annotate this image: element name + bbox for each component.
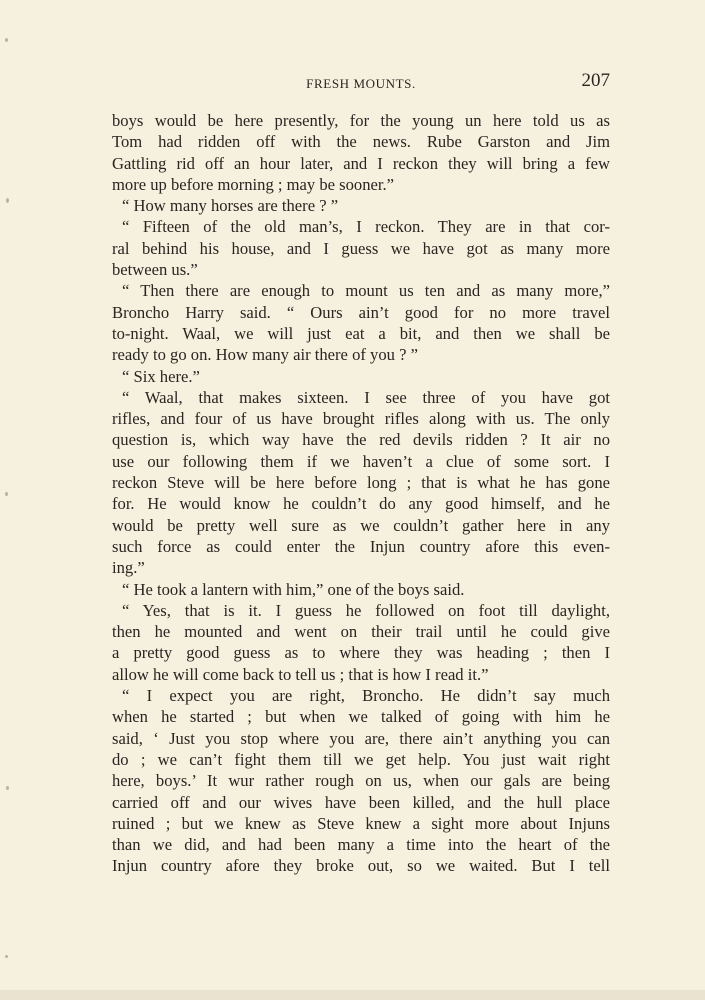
page-number: 207	[581, 70, 610, 91]
text-line: question is, which way have the red devils ridden ? It air no	[112, 430, 610, 450]
text-line: ready to go on. How many air there of you ? ”	[112, 345, 418, 365]
text-line: between us.”	[112, 260, 198, 280]
text-line: when he started ; but when we talked of going with him he	[112, 707, 610, 727]
text-line: boys would be here presently, for the young un here told us as	[112, 111, 610, 130]
text-line: then he mounted and went on their trail until he could give	[112, 622, 610, 642]
text-line: for. He would know he couldn’t do any good himself, and he	[112, 494, 610, 514]
text-line: allow he will come back to tell us ; that is how I read it.”	[112, 664, 489, 684]
text-line: reckon Steve will be here before long ; that is what he has gone	[112, 473, 610, 493]
text-line: ral behind his house, and I guess we have got as many more	[112, 238, 610, 258]
text-line: Injun country afore they broke out, so we waited. But I tell	[112, 856, 610, 876]
text-line: “ Fifteen of the old man’s, I reckon. They are in that cor-	[122, 217, 610, 237]
text-line: “ Then there are enough to mount us ten and as many more,”	[122, 281, 610, 301]
text-line: rifles, and four of us have brought rifles along with us. The only	[112, 409, 610, 429]
text-line: said, ‘ Just you stop where you are, there ain’t anything you can	[112, 728, 610, 748]
body-text	[112, 110, 610, 877]
margin-speck	[6, 198, 9, 203]
text-line: a pretty good guess as to where they was heading ; then I	[112, 643, 610, 663]
text-line: such force as could enter the Injun country afore this even-	[112, 536, 610, 556]
text-line: Gattling rid off an hour later, and I reckon they will bring a few	[112, 153, 610, 173]
text-line: “ I expect you are right, Broncho. He didn’t say much	[122, 686, 610, 706]
text-line: “ Waal, that makes sixteen. I see three of you have got	[122, 387, 610, 407]
margin-speck	[6, 786, 9, 790]
text-line: use our following them if we haven’t a clue of some sort. I	[112, 451, 610, 471]
text-line: Tom had ridden off with the news. Rube Garston and Jim	[112, 132, 610, 152]
text-line: “ How many horses are there ? ”	[122, 196, 339, 216]
page-header	[112, 70, 610, 96]
text-line: would be pretty well sure as we couldn’t gather here in any	[112, 515, 610, 535]
text-line: ruined ; but we knew as Steve knew a sight more about Injuns	[112, 813, 610, 833]
page-bottom-edge	[0, 990, 705, 1000]
text-line: “ Yes, that is it. I guess he followed on foot till daylight,	[122, 600, 610, 620]
text-line: ing.”	[112, 558, 145, 578]
margin-speck	[5, 492, 8, 496]
running-title: FRESH MOUNTS.	[306, 76, 416, 91]
text-line: Broncho Harry said. “ Ours ain’t good for no more travel	[112, 302, 610, 322]
text-line: more up before morning ; may be sooner.”	[112, 174, 395, 194]
text-line: “ He took a lantern with him,” one of the boys said.	[122, 579, 465, 599]
text-line: to-night. Waal, we will just eat a bit, and then we shall be	[112, 323, 610, 343]
text-line: carried off and our wives have been killed, and the hull place	[112, 792, 610, 812]
text-line: “ Six here.”	[122, 366, 200, 386]
margin-speck	[5, 38, 8, 42]
margin-speck	[5, 955, 8, 958]
text-line: do ; we can’t fight them till we get help. You just wait right	[112, 749, 610, 769]
text-line: than we did, and had been many a time into the heart of the	[112, 835, 610, 855]
text-line: here, boys.’ It wur rather rough on us, when our gals are being	[112, 771, 610, 791]
